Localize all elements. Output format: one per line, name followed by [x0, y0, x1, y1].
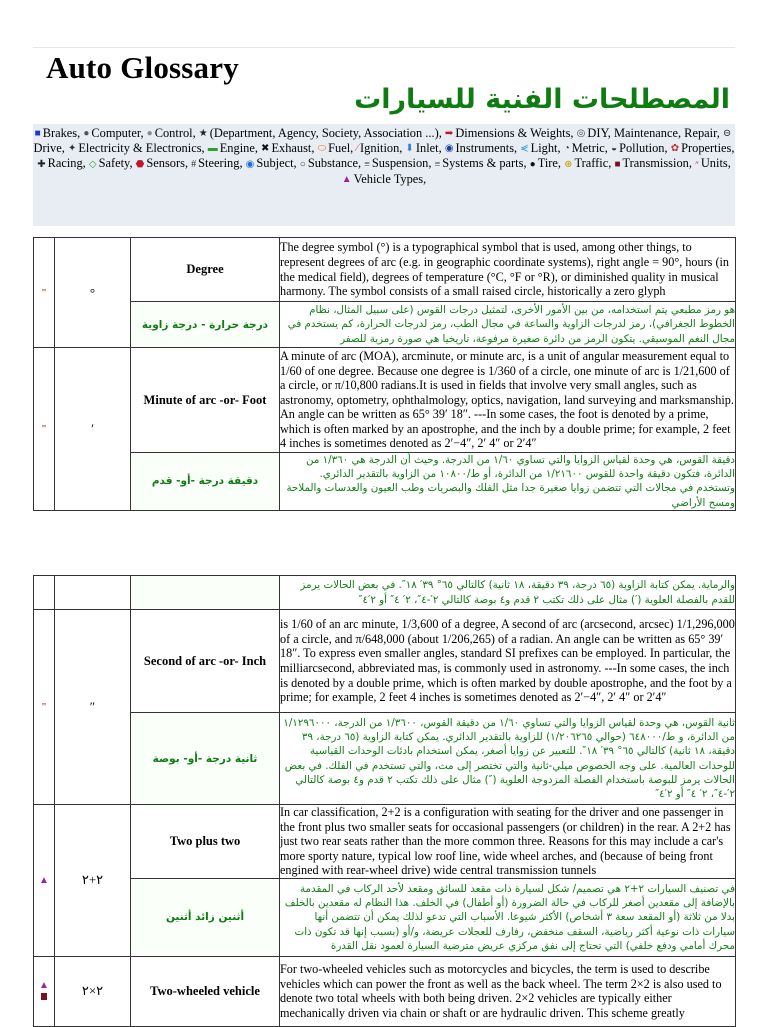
properties-icon: ✿ — [670, 143, 680, 155]
page-title: Auto Glossary — [46, 50, 239, 85]
vehicle-types-icon: ▲ — [341, 173, 352, 185]
category-label: Units, — [700, 156, 731, 171]
page-title-arabic: المصطلحات الفنية للسيارات — [354, 84, 730, 115]
term-arabic: دقيقة درجة -أو- قدم — [131, 453, 280, 511]
category-label: Light, — [530, 141, 561, 156]
category-tire[interactable] — [530, 156, 561, 170]
category-label: Subject, — [256, 156, 297, 171]
term-english[interactable]: Minute of arc -or- Foot — [131, 348, 280, 453]
category-mark: " — [34, 348, 55, 511]
category-label: Electricity & Electronics, — [78, 141, 205, 156]
category-traffic[interactable] — [564, 156, 611, 170]
category-light[interactable] — [520, 141, 560, 155]
category-inlet[interactable] — [406, 141, 442, 155]
category-mark — [34, 805, 55, 957]
category-label: Vehicle Types, — [353, 171, 427, 186]
category-label: Systems & parts, — [442, 156, 527, 171]
sensors-icon: ⬣ — [135, 158, 145, 170]
term-symbol: ٢+٢ — [55, 805, 131, 957]
electricity-icon: ✦ — [67, 143, 77, 155]
category-list — [33, 124, 735, 187]
category-label: Traffic, — [574, 156, 612, 171]
drive-icon: ⊝ — [722, 128, 732, 140]
exhaust-icon: ✖ — [261, 143, 270, 155]
category-label: Safety, — [98, 156, 133, 171]
category-legend — [33, 124, 735, 226]
category-mark — [34, 956, 55, 1026]
category-metric[interactable] — [564, 141, 608, 155]
transmission-icon — [41, 993, 47, 1000]
category-label: Sensors, — [146, 156, 189, 171]
category-brakes[interactable] — [35, 126, 81, 140]
fuel-icon: ⬭ — [317, 143, 327, 155]
vehicle-types-icon: ▲ — [39, 980, 49, 992]
diy-icon: ◎ — [576, 128, 586, 140]
racing-icon: ✚ — [37, 158, 46, 170]
category-label: Fuel, — [328, 141, 354, 156]
tire-icon: ● — [529, 158, 536, 170]
category-label: Tire, — [537, 156, 562, 171]
dimensions-icon: ➡ — [444, 128, 454, 140]
category-label: Suspension, — [371, 156, 432, 171]
category-label: Drive, — [33, 141, 65, 156]
category-exhaust[interactable] — [261, 141, 314, 155]
category-label: Computer, — [91, 126, 144, 140]
category-dimensions[interactable] — [445, 126, 574, 140]
metric-icon: ◔ — [563, 143, 570, 155]
category-safety[interactable] — [89, 156, 133, 170]
category-label: Control, — [154, 126, 196, 140]
term-english[interactable]: Two plus two — [131, 805, 280, 879]
table-row — [34, 713, 736, 805]
category-mark: " — [34, 238, 55, 348]
category-label: Exhaust, — [271, 141, 315, 156]
category-label: Pollution, — [619, 141, 668, 156]
category-label: Brakes, — [42, 126, 81, 140]
term-arabic: ثانية درجة -أو- بوصة — [131, 713, 280, 805]
category-transmission[interactable] — [614, 156, 691, 170]
category-label: Transmission, — [622, 156, 692, 171]
transmission-icon: ■ — [614, 158, 621, 170]
table-row — [34, 805, 736, 879]
safety-icon: ◇ — [88, 158, 97, 170]
instruments-icon: ◉ — [444, 143, 454, 155]
vehicle-types-icon: ▲ — [39, 875, 49, 887]
category-label: Instruments, — [455, 141, 518, 156]
suspension-icon: ≡ — [364, 158, 370, 170]
table-row — [34, 238, 736, 302]
table-row — [34, 302, 736, 348]
definition-english: In car classification, 2+2 is a configuration with seating for the driver and one passenger in the front plus two smaller seats for occasional passengers (or children) in the rear. A 2+2 has just two rear seats rather than the more common three. Reasons for this may include a car's more sporty nature, typical low roof line, wide wheel arches, and (because of being front engined with rear-wheel drive) wide central transmission tunnels — [280, 805, 736, 879]
light-icon: ⋞ — [520, 143, 529, 155]
category-label: Steering, — [198, 156, 243, 171]
category-engine[interactable] — [208, 141, 258, 155]
category-label: Racing, — [47, 156, 86, 171]
category-subject[interactable] — [246, 156, 297, 170]
category-label: Engine, — [219, 141, 258, 156]
table-row — [34, 576, 736, 610]
definition-arabic: دقيقة القوس، هي وحدة لقياس الزوايا والتي تساوي ١/٦٠ من الدرجة. وحيث أن الدرجة هي ١/٣٦٠ من الدائرة، فتكون دقيقة واحدة للقوس ١/٢١٦٠٠ من الدائرة، أو ط/١٠٨٠٠ من الزاوية بالتقدير الدائري. وتستخدم في مجالات التي تتضمن زوايا صغيرة جدا مثل الفلك والبصريات وطب العيون والعدسات والملاحة ومسح الأراضي — [280, 453, 736, 511]
units-icon: ״ — [695, 158, 699, 170]
category-suspension[interactable] — [364, 156, 431, 170]
substance-icon: ○ — [299, 158, 306, 170]
computer-icon: ● — [83, 128, 90, 140]
category-diy[interactable] — [577, 126, 720, 140]
definition-english: is 1/60 of an arc minute, 1/3,600 of a degree, A second of arc (arcsecond, arcsec) 1/1,296,000 of a circle, and π/648,000 (about 1/206,265) of a radian. An angle can be written as 65° 39′ 18″. To express even smaller angles, standard SI prefixes can be employed. In particular, the milliarcsecond, abbreviated mas, is commonly used in astronomy. ---In some cases, the inch is denoted by a double prime, which is often marked by double apostrophe, and the foot by a prime; for example, 2 feet 4 inches is sometimes denoted as 2′−4″, 2′ 4″ or 2′4″ — [280, 610, 736, 713]
term-english[interactable]: Degree — [131, 238, 280, 302]
category-label: Substance, — [307, 156, 362, 171]
category-star[interactable] — [199, 126, 442, 140]
category-systems[interactable] — [435, 156, 527, 170]
category-mark: " — [34, 610, 55, 805]
definition-arabic: في تصنيف السيارات ٢+٢ هي تصميم/ شكل لسيارة ذات مقعد للسائق ومقعد لأحد الركاب في المقدمة بالإضافة إلى مقعدين أصغر للركاب في حالة الضرورة (أو أطفال) في الخلف. هذا النظام له مقعدين بالخلف بدلا من ثلاثة (أو المقعد سعة ٣ أشخاص) الأكثر شيوعا. الأسباب التي تدعو لذلك يمكن أن تتضمن أنها سيارات ذات نوعية أكثر رياضية، السقف منخفض، رفارف للعجلات عريضة، و/أو (بسبب إنها قد تكون ذات محرك أمامي ودفع خلفي) التي تحتاج إلى نفق مركزي عريض مترضية السيارة لعمود نقل القدرة — [280, 878, 736, 956]
table-row — [34, 348, 736, 453]
star-icon: ★ — [198, 128, 208, 140]
category-vehicle-types[interactable] — [342, 172, 426, 186]
brakes-icon: ■ — [34, 128, 41, 140]
table-row — [34, 610, 736, 713]
top-divider — [33, 47, 735, 48]
category-label: Dimensions & Weights, — [455, 126, 574, 140]
category-steering[interactable] — [191, 156, 242, 170]
category-units[interactable] — [695, 156, 731, 170]
category-label: DIY, Maintenance, Repair, — [587, 126, 720, 140]
category-properties[interactable] — [671, 141, 735, 155]
traffic-icon: ⊛ — [564, 158, 573, 170]
category-label: Metric, — [571, 141, 608, 156]
term-symbol: ٢×٢ — [55, 956, 131, 1026]
table-row — [34, 453, 736, 511]
table-row — [34, 878, 736, 956]
category-racing[interactable] — [37, 156, 86, 170]
category-label: Properties, — [681, 141, 735, 156]
term-arabic: درجة حرارة - درجة زاوية — [131, 302, 280, 348]
ignition-icon: ⁄ — [356, 143, 359, 155]
category-substance[interactable] — [300, 156, 361, 170]
category-instruments[interactable] — [445, 141, 517, 155]
category-label: Inlet, — [415, 141, 442, 156]
glossary-table-2 — [33, 575, 736, 1027]
category-label: Ignition, — [360, 141, 403, 156]
term-symbol: ″ — [55, 610, 131, 805]
category-sensors[interactable] — [136, 156, 188, 170]
definition-arabic-continued: والرماية. يمكن كتابة الزاوية (٦٥ درجة، ٣٩ دقيقة، ١٨ ثانية) كالتالي ٦٥° ٣٩′ ١٨″. في بعض الحالات يرمز للقدم بالفصلة العلوية (′) مثال على ذلك تكتب ٢ قدم و٤ بوصة كالتالي ٢′-٤″، ٢′ ٤″ أو ٢′٤″ — [280, 576, 736, 610]
category-control[interactable] — [147, 126, 196, 140]
steering-icon: # — [191, 158, 197, 170]
category-ignition[interactable] — [356, 141, 402, 155]
term-english[interactable]: Two-wheeled vehicle — [131, 956, 280, 1026]
category-computer[interactable] — [83, 126, 143, 140]
term-english[interactable]: Second of arc -or- Inch — [131, 610, 280, 713]
inlet-icon: ⬇ — [405, 143, 414, 155]
term-symbol: ° — [55, 238, 131, 348]
definition-english: For two-wheeled vehicles such as motorcycles and bicycles, the term is used to describe vehicles which can power the front as well as the back wheel. The term 2×2 is also used to denote two total wheels with both being driven. 2×2 vehicles are typically either mechanically driven via chain or shaft or are hydraulic driven. This scheme greatly — [280, 956, 736, 1026]
engine-icon: ▬ — [207, 143, 218, 155]
glossary-table-1 — [33, 237, 736, 511]
category-label: (Department, Agency, Society, Association ...), — [209, 126, 442, 140]
term-symbol: ′ — [55, 348, 131, 511]
definition-english: The degree symbol (°) is a typographical symbol that is used, among other things, to represent degrees of arc (e.g. in geographic coordinate systems), right angle = 90°, hours (in the medical field), degrees of temperature (°C, °F or °R), or diminished quality in musical harmony. The symbol consists of a small raised circle, historically a zero glyph — [280, 238, 736, 302]
definition-arabic: هو رمز مطبعي يتم استخدامه، من بين الأمور الأخرى، لتمثيل درجات القوس (على سبيل المثال، نظام الخطوط الجغرافي)، رمز لدرجات الزاوية والساعة في مجال الطب، رمز لدرجات الحرارة، كم يستخدم في مجال النغم الموسيقي. يتكون الرمز من دائرة صغيرة مرفوعة، تاريخيا هي صورة رمزية للصفر — [280, 302, 736, 348]
systems-icon: ≡ — [434, 158, 441, 170]
table-row — [34, 956, 736, 1026]
pollution-icon: ◒ — [611, 143, 618, 155]
category-fuel[interactable] — [318, 141, 354, 155]
definition-arabic: ثانية القوس، هي وحدة لقياس الزوايا والتي تساوي ١/٦٠ من دقيقة القوس، ١/٣٦٠٠ من الدرجة، ١/١٢٩٦٠٠٠ من الدائرة، و ط/٦٤٨٠٠٠ (حوالي ١/٢٠٦٢٦٥) للزاوية بالتقدير الدائري. يمكن كتابة الزاوية (٦٥ درجة، ٣٩ دقيقة، ١٨ ثانية) كالتالي ٦٥° ٣٩′ ١٨″. للتعبير عن زوايا أصغر، يمكن استخدام بادئات الوحدات القياسية للوحدات العالمية. على وجه الخصوص ميلي-ثانية والتي تختصر إلى مث، والتي تستخدم في الفلك. في بعض الحالات يرمز للبوصة باستخدام الفصلة المزدوجة العلوية (″) مثال على ذلك تكتب ٢ قدم و٤ بوصة كالتالي ٢′-٤″، ٢′ ٤″ أو ٢′٤″ — [280, 713, 736, 805]
definition-english: A minute of arc (MOA), arcminute, or minute arc, is a unit of angular measurement equal to 1/60 of one degree. Because one degree is 1/360 of a circle, one minute of arc is 1/21,600 of a circle, or π/10,800 radians.It is used in fields that involve very small angles, such as astronomy, optometry, ophthalmology, optics, navigation, land surveying and marksmanship. An angle can be written as 65° 39′ 18″. ---In some cases, the foot is denoted by a prime, which is often marked by an apostrophe, and the inch by a double prime; for example, 2 feet 4 inches is sometimes denoted as 2′−4″, 2′ 4″ or 2′4″ — [280, 348, 736, 453]
subject-icon: ◉ — [245, 158, 255, 170]
control-icon: ● — [146, 128, 153, 140]
category-electricity[interactable] — [68, 141, 205, 155]
term-arabic: أثنين زائد أثنين — [131, 878, 280, 956]
category-pollution[interactable] — [611, 141, 668, 155]
